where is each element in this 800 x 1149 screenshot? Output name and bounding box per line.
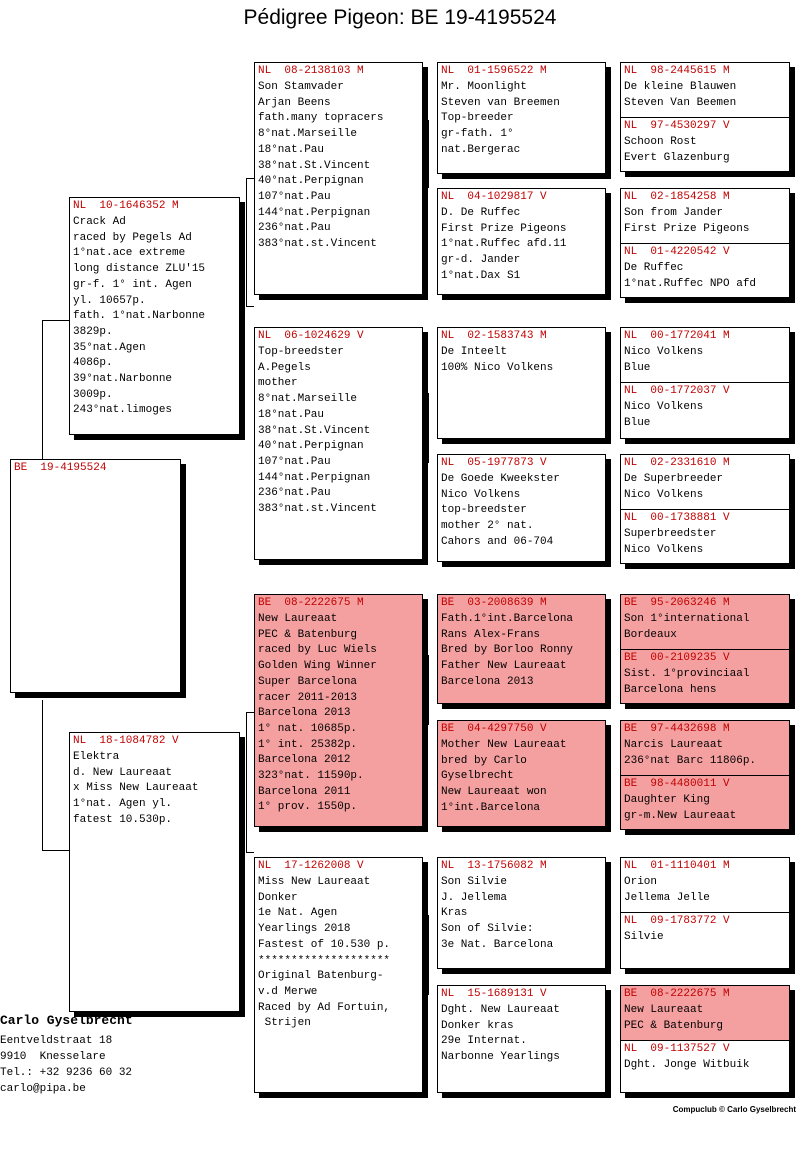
info-line: 35°nat.Agen (73, 341, 146, 354)
ring-number: NL 13-1756082 M (441, 860, 547, 872)
info-line: De Inteelt (441, 346, 508, 358)
info-line: 107°nat.Pau (258, 455, 331, 468)
pigeon-card-fff (437, 62, 606, 174)
info-line: Dght. Jonge Witbuik (624, 1059, 750, 1071)
info-line: Barcelona 2013 (441, 675, 534, 688)
info-line: 1°nat.ace extreme (73, 247, 186, 260)
ring-number: NL 15-1689131 V (441, 988, 547, 1000)
info-line: 39°nat.Narbonne (73, 373, 173, 386)
info-line: 1e Nat. Agen (258, 907, 338, 920)
pigeon-card-ff (254, 62, 423, 295)
info-line: Nico Volkens (624, 346, 704, 358)
info-line: Top-breedster (258, 346, 344, 358)
info-line: 383°nat.st.Vincent (258, 503, 377, 516)
info-line: PEC & Batenburg (258, 628, 358, 641)
breeder-name: Carlo Gyselbrecht (0, 1013, 133, 1028)
info-line: Barcelona hens (624, 683, 717, 696)
pigeon-card-fm (254, 327, 423, 560)
info-line: 236°nat.Pau (258, 487, 331, 500)
info-line: Donker kras (441, 1019, 514, 1032)
ring-number: BE 00-2109235 V (624, 652, 730, 664)
info-line: 40°nat.Perpignan (258, 440, 364, 453)
pigeon-entry (621, 858, 789, 912)
info-line: De Ruffec (624, 262, 684, 274)
pigeon-pair-card (620, 454, 790, 564)
info-line: ******************** (258, 954, 391, 967)
info-line: Nico Volkens (624, 543, 704, 556)
info-line: 236°nat.Pau (258, 222, 331, 235)
ring-number: NL 01-1110401 M (624, 860, 730, 872)
pigeon-entry (621, 328, 789, 382)
info-line: De kleine Blauwen (624, 81, 737, 93)
info-line: nat.Bergerac (441, 143, 521, 156)
info-line: Mother New Laureaat (441, 739, 567, 751)
info-line: Strijen (258, 1017, 311, 1030)
info-line: 383°nat.st.Vincent (258, 238, 377, 251)
info-line: 323°nat. 11590p. (258, 770, 364, 783)
pigeon-entry (621, 775, 789, 824)
info-line: top-breedster (441, 504, 527, 517)
info-line: Nico Volkens (624, 488, 704, 501)
info-line: 1° nat. 10685p. (258, 722, 358, 735)
info-line: Narbonne Yearlings (441, 1051, 560, 1064)
pigeon-pair-card (620, 985, 790, 1093)
connector-line (428, 393, 429, 463)
connector-line (246, 712, 254, 713)
info-line: Crack Ad (73, 216, 126, 228)
pigeon-entry (621, 189, 789, 243)
info-line: fath.many topracers (258, 112, 384, 125)
info-line: 18°nat.Pau (258, 408, 325, 421)
pigeon-entry (621, 243, 789, 292)
info-line: 4086p. (73, 357, 113, 370)
ring-number: BE 19-4195524 (14, 462, 107, 474)
ring-number: NL 06-1024629 V (258, 330, 364, 342)
info-line: 243°nat.limoges (73, 404, 173, 417)
info-line: mother 2° nat. (441, 520, 534, 533)
pigeon-entry (621, 382, 789, 431)
info-line: mother (258, 377, 298, 390)
pigeon-card-mm (254, 857, 423, 1093)
info-line: 1°nat.Ruffec NPO afd (624, 277, 757, 290)
info-line: Original Batenburg- (258, 970, 384, 983)
pigeon-card-fmf (437, 327, 606, 439)
info-line: De Goede Kweekster (441, 473, 560, 485)
breeder-email: carlo@pipa.be (0, 1083, 86, 1095)
ring-number: BE 04-4297750 V (441, 723, 547, 735)
connector-line (246, 852, 254, 853)
pigeon-card-mother (69, 732, 240, 1012)
connector-line (42, 700, 43, 850)
connector-line (42, 850, 69, 851)
breeder-address: Eentveldstraat 18 (0, 1035, 113, 1047)
pigeon-pair-card (620, 720, 790, 830)
info-line: Barcelona 2013 (258, 707, 351, 720)
pigeon-card-mmm (437, 985, 606, 1093)
info-line: Donker (258, 891, 298, 904)
info-line: Super Barcelona (258, 675, 358, 688)
connector-line (246, 306, 254, 307)
ring-number: NL 09-1137527 V (624, 1043, 730, 1055)
info-line: Father New Laureaat (441, 660, 567, 673)
info-line: Son of Silvie: (441, 923, 534, 936)
info-line: J. Jellema (441, 891, 508, 904)
info-line: Superbreedster (624, 528, 717, 540)
pigeon-entry (621, 117, 789, 166)
connector-line (246, 178, 247, 306)
info-line: Fath.1°int.Barcelona (441, 613, 574, 625)
ring-number: BE 98-4480011 V (624, 778, 730, 790)
info-line: Steven van Breemen (441, 96, 560, 109)
info-line: Steven Van Beemen (624, 96, 737, 109)
info-line: 1°int.Barcelona (441, 801, 541, 814)
info-line: racer 2011-2013 (258, 691, 358, 704)
info-line: De Superbreeder (624, 473, 724, 485)
info-line: PEC & Batenburg (624, 1019, 724, 1032)
info-line: 1°nat. Agen yl. (73, 798, 173, 811)
connector-line (246, 178, 254, 179)
pigeon-entry (621, 595, 789, 649)
breeder-city: 9910 Knesselare (0, 1051, 106, 1063)
page-title: Pédigree Pigeon: BE 19-4195524 (243, 6, 557, 29)
info-line: 8°nat.Marseille (258, 128, 358, 141)
info-line: 38°nat.St.Vincent (258, 424, 371, 437)
info-line: Gyselbrecht (441, 770, 514, 783)
info-line: Sist. 1°provinciaal (624, 668, 750, 680)
info-line: Barcelona 2011 (258, 785, 351, 798)
info-line: A.Pegels (258, 361, 311, 374)
pigeon-card-subject (10, 459, 181, 693)
info-line: Blue (624, 416, 651, 429)
breeder-info (0, 1013, 133, 1097)
pigeon-pair-card (620, 594, 790, 704)
info-line: Jellema Jelle (624, 891, 710, 904)
ring-number: NL 09-1783772 V (624, 915, 730, 927)
info-line: Son from Jander (624, 207, 724, 219)
pigeon-card-father (69, 197, 240, 435)
info-line: Rans Alex-Frans (441, 628, 541, 641)
info-line: x Miss New Laureaat (73, 782, 199, 795)
ring-number: NL 05-1977873 V (441, 457, 547, 469)
info-line: 144°nat.Perpignan (258, 471, 371, 484)
connector-line (246, 712, 247, 852)
info-line: Daughter King (624, 794, 710, 806)
ring-number: BE 95-2063246 M (624, 597, 730, 609)
pigeon-card-mf (254, 594, 423, 827)
info-line: fatest 10.530p. (73, 813, 173, 826)
info-line: 100% Nico Volkens (441, 361, 554, 374)
ring-number: NL 01-4220542 V (624, 246, 730, 258)
connector-line (42, 320, 69, 321)
info-line: Son Stamvader (258, 81, 344, 93)
breeder-phone: Tel.: +32 9236 60 32 (0, 1067, 133, 1079)
connector-line (428, 915, 429, 995)
info-line: Nico Volkens (624, 401, 704, 413)
info-line: Yearlings 2018 (258, 923, 351, 936)
pigeon-pair-card (620, 188, 790, 298)
info-line: 3e Nat. Barcelona (441, 938, 554, 951)
ring-number: BE 97-4432698 M (624, 723, 730, 735)
ring-number: NL 00-1772037 V (624, 385, 730, 397)
info-line: Silvie (624, 931, 664, 943)
ring-number: BE 08-2222675 M (624, 988, 730, 1000)
info-line: Nico Volkens (441, 488, 521, 501)
info-line: Barcelona 2012 (258, 754, 351, 767)
info-line: Golden Wing Winner (258, 660, 377, 673)
info-line: New Laureaat won (441, 786, 547, 799)
pigeon-entry (621, 455, 789, 509)
info-line: Raced by Ad Fortuin, (258, 1001, 391, 1014)
info-line: New Laureaat (258, 613, 338, 625)
info-line: Kras (441, 907, 468, 920)
info-line: Arjan Beens (258, 96, 331, 109)
pigeon-entry (621, 721, 789, 775)
connector-line (42, 320, 43, 460)
info-line: 40°nat.Perpignan (258, 175, 364, 188)
info-line: Son Silvie (441, 876, 508, 888)
info-line: 1°nat.Ruffec afd.11 (441, 238, 567, 251)
ring-number: NL 17-1262008 V (258, 860, 364, 872)
info-line: Bred by Borloo Ronny (441, 644, 574, 657)
info-line: d. New Laureaat (73, 766, 173, 779)
info-line: Elektra (73, 751, 120, 763)
pigeon-entry (621, 509, 789, 558)
info-line: Evert Glazenburg (624, 151, 730, 164)
info-line: 3829p. (73, 325, 113, 338)
info-line: 107°nat.Pau (258, 190, 331, 203)
pigeon-entry (621, 912, 789, 946)
info-line: 3009p. (73, 388, 113, 401)
pigeon-card-mmf (437, 857, 606, 969)
info-line: 29e Internat. (441, 1035, 527, 1048)
info-line: 18°nat.Pau (258, 143, 325, 156)
info-line: 144°nat.Perpignan (258, 206, 371, 219)
info-line: Orion (624, 876, 658, 888)
info-line: yl. 10657p. (73, 294, 146, 307)
ring-number: NL 02-2331610 M (624, 457, 730, 469)
info-line: Fastest of 10.530 p. (258, 938, 391, 951)
pigeon-pair-card (620, 62, 790, 172)
pigeon-entry (621, 986, 789, 1040)
ring-number: NL 97-4530297 V (624, 120, 730, 132)
pigeon-entry (621, 1040, 789, 1074)
info-line: raced by Pegels Ad (73, 231, 192, 244)
info-line: 1°nat.Dax S1 (441, 269, 521, 282)
info-line: gr-d. Jander (441, 254, 521, 267)
pigeon-card-fmm (437, 454, 606, 562)
ring-number: NL 04-1029817 V (441, 191, 547, 203)
pigeon-pair-card (620, 327, 790, 439)
info-line: bred by Carlo (441, 754, 527, 767)
info-line: Dght. New Laureaat (441, 1004, 560, 1016)
info-line: gr-m.New Laureaat (624, 809, 737, 822)
pigeon-entry (621, 63, 789, 117)
info-line: gr-f. 1° int. Agen (73, 278, 192, 291)
info-line: D. De Ruffec (441, 207, 521, 219)
info-line: First Prize Pigeons (441, 222, 567, 235)
info-line: Miss New Laureaat (258, 876, 371, 888)
info-line: raced by Luc Wiels (258, 644, 377, 657)
ring-number: BE 03-2008639 M (441, 597, 547, 609)
info-line: 236°nat Barc 11806p. (624, 754, 757, 767)
info-line: 38°nat.St.Vincent (258, 159, 371, 172)
pigeon-entry (621, 649, 789, 698)
info-line: gr-fath. 1° (441, 128, 514, 141)
info-line: Blue (624, 361, 651, 374)
info-line: Bordeaux (624, 628, 677, 641)
ring-number: BE 08-2222675 M (258, 597, 364, 609)
connector-line (428, 655, 429, 725)
info-line: 8°nat.Marseille (258, 393, 358, 406)
info-line: Schoon Rost (624, 136, 697, 148)
pigeon-card-ffm (437, 188, 606, 295)
pigeon-card-mff (437, 594, 606, 704)
info-line: fath. 1°nat.Narbonne (73, 310, 206, 323)
pigeon-pair-card (620, 857, 790, 969)
ring-number: NL 02-1583743 M (441, 330, 547, 342)
ring-number: NL 01-1596522 M (441, 65, 547, 77)
ring-number: NL 10-1646352 M (73, 200, 179, 212)
info-line: 1° int. 25382p. (258, 738, 358, 751)
info-line: First Prize Pigeons (624, 222, 750, 235)
ring-number: NL 18-1084782 V (73, 735, 179, 747)
ring-number: NL 00-1738881 V (624, 512, 730, 524)
info-line: Cahors and 06-704 (441, 535, 554, 548)
footer-credit: Compuclub © Carlo Gyselbrecht (672, 1105, 796, 1114)
pigeon-card-mfm (437, 720, 606, 827)
ring-number: NL 08-2138103 M (258, 65, 364, 77)
info-line: long distance ZLU'15 (73, 263, 206, 276)
info-line: 1° prov. 1550p. (258, 801, 358, 814)
info-line: Top-breeder (441, 112, 514, 125)
connector-line (428, 120, 429, 188)
ring-number: NL 98-2445615 M (624, 65, 730, 77)
ring-number: NL 00-1772041 M (624, 330, 730, 342)
info-line: Mr. Moonlight (441, 81, 527, 93)
info-line: v.d Merwe (258, 985, 318, 998)
info-line: New Laureaat (624, 1004, 704, 1016)
info-line: Son 1°international (624, 613, 750, 625)
ring-number: NL 02-1854258 M (624, 191, 730, 203)
info-line: Narcis Laureaat (624, 739, 724, 751)
